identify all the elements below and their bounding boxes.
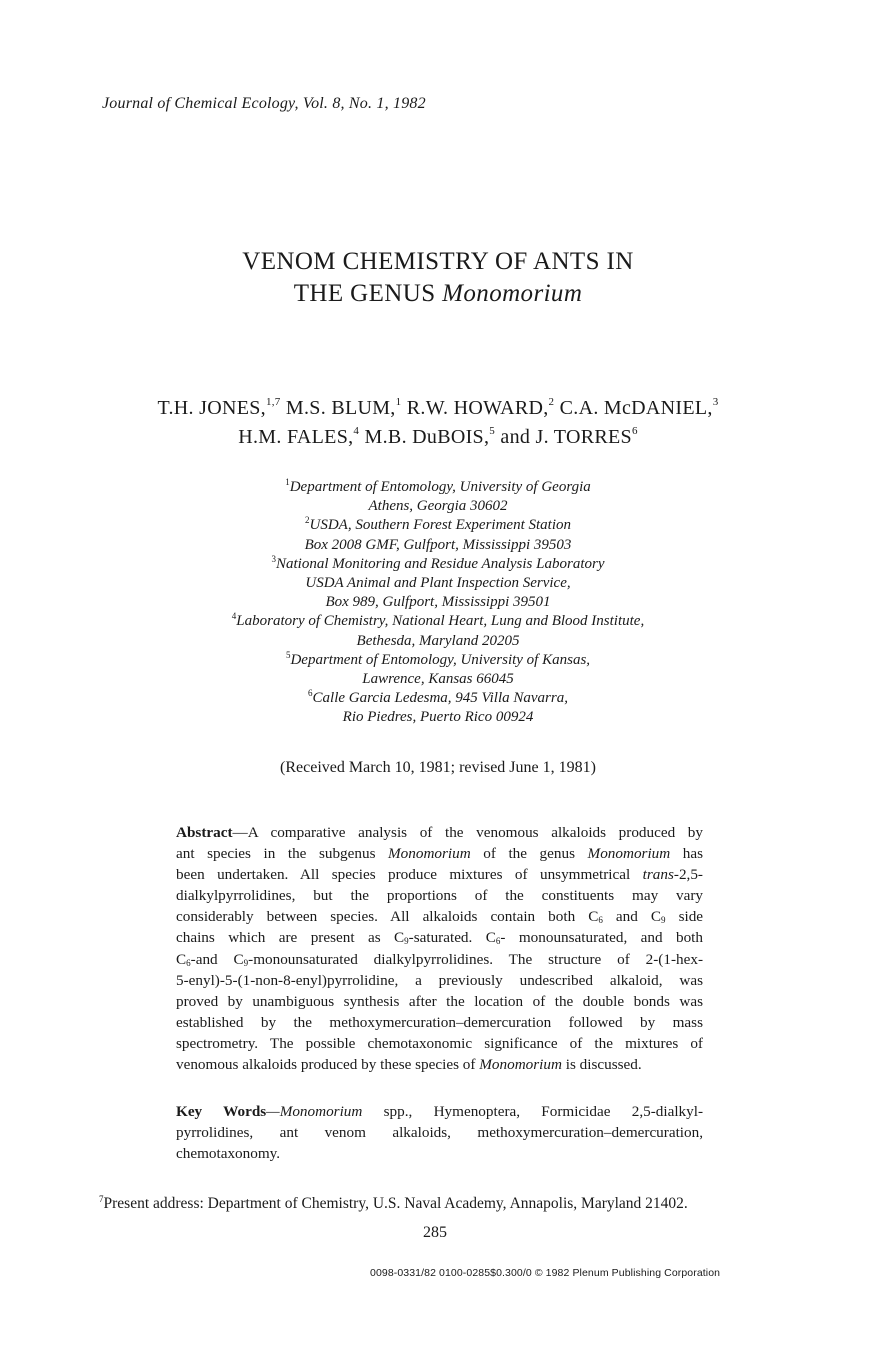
abstract-line: Abstract—A comparative analysis of the venomous alkaloids produced by [176, 824, 703, 841]
author-sup: 3 [712, 396, 719, 408]
affiliation-line: $^5$Department of Entomology, University of Kansas, [285, 649, 591, 668]
keywords-label: Key Words [176, 1103, 267, 1120]
affiliation-line: Bethesda, Maryland 20205 [356, 632, 520, 649]
paper-title [0, 246, 876, 310]
abstract-line: 5-enyl)-5-(1-non-8-enyl)pyrrolidine, a previously undescribed alkaloid, was [176, 971, 703, 989]
abstract-line: ant species in the subgenus Monomorium of the genus Monomorium has [176, 845, 704, 863]
author: C.A. McDANIEL, [559, 397, 713, 419]
abstract-line: considerably between species. All alkaloids contain both $C_6$ and $C_9$ side [176, 908, 704, 926]
author-sup: 4 [353, 425, 360, 437]
author-sup: 6 [631, 425, 638, 437]
affiliation-line: Athens, Georgia 30602 [368, 498, 508, 515]
title-prefix: THE GENUS [293, 280, 436, 307]
abstract-line: venomous alkaloids produced by these species of Monomorium is discussed. [176, 1056, 642, 1074]
author: and J. TORRES [500, 426, 632, 448]
affiliation-line: $^3$National Monitoring and Residue Analysis Laboratory [271, 553, 605, 572]
journal-header: Journal of Chemical Ecology, Vol. 8, No. 1, 1982 [102, 95, 426, 112]
page-number: 285 [423, 1224, 447, 1241]
title-genus: Monomorium [442, 280, 583, 307]
affiliation-line: USDA Animal and Plant Inspection Service, [305, 575, 571, 592]
author-list [0, 394, 876, 452]
author-line-2 [0, 423, 876, 452]
affiliation-line: Box 2008 GMF, Gulfport, Mississippi 39503 [304, 536, 572, 553]
author-sup: 1,7 [265, 396, 281, 408]
abstract [176, 822, 703, 1075]
abstract-line: chains which are present as $C_9$-saturated. $C_6-$ monounsaturated, and both [176, 929, 703, 947]
keywords-line: Key Words—Monomorium spp., Hymenoptera, Formicidae 2,5-dialkyl- [176, 1103, 704, 1120]
affiliation-line: $^2$USDA, Southern Forest Experiment Station [305, 515, 571, 534]
affiliation-line: $^6$Calle Garcia Ledesma, 945 Villa Navarra, [308, 688, 568, 707]
author-sup: 5 [489, 425, 496, 437]
abstract-label: Abstract [176, 824, 233, 841]
author-sup: 1 [395, 396, 402, 408]
title-line-2 [0, 278, 876, 310]
affiliation-line: Rio Piedres, Puerto Rico 00924 [342, 709, 534, 726]
title-line-1: VENOM CHEMISTRY OF ANTS IN [242, 248, 634, 275]
abstract-line: been undertaken. All species produce mixtures of unsymmetrical trans-2,5- [176, 866, 703, 884]
affiliations [0, 478, 876, 728]
abstract-line: dialkylpyrrolidines, but the proportions of the constituents may vary [176, 887, 703, 905]
copyright-line: 0098-0331/82 0100-0285$0.300/0 © 1982 Plenum Publishing Corporation [370, 1267, 721, 1279]
author: M.S. BLUM, [285, 397, 396, 419]
author-line-1 [0, 394, 876, 423]
author-sup: 2 [548, 396, 555, 408]
affiliation-line: $^1$Department of Entomology, University of Georgia [285, 477, 591, 495]
received-dates: (Received March 10, 1981; revised June 1, 1981) [280, 759, 596, 776]
keywords [176, 1101, 703, 1164]
author: T.H. JONES, [157, 397, 266, 419]
affiliation-line: $^4$Laboratory of Chemistry, National Heart, Lung and Blood Institute, [231, 611, 645, 630]
footnote [99, 1195, 688, 1213]
abstract-line: proved by unambiguous synthesis after the location of the double bonds was [176, 992, 703, 1010]
author: R.W. HOWARD, [406, 397, 549, 419]
affiliation-line: Lawrence, Kansas 66045 [362, 671, 514, 688]
affiliation-line: Box 989, Gulfport, Mississippi 39501 [325, 594, 551, 611]
footnote-marker: 7 [99, 1194, 104, 1204]
author: M.B. DuBOIS, [364, 426, 490, 448]
author: H.M. FALES, [238, 426, 354, 448]
keywords-line: pyrrolidines, ant venom alkaloids, methoxymercuration–demercuration, [176, 1124, 703, 1142]
abstract-line: spectrometry. The possible chemotaxonomic significance of the mixtures of [176, 1034, 703, 1052]
keywords-line: chemotaxonomy. [176, 1145, 281, 1163]
footnote-text: Present address: Department of Chemistry, U.S. Naval Academy, Annapolis, Maryland 21402. [103, 1195, 688, 1212]
abstract-line: established by the methoxymercuration–demercuration followed by mass [176, 1013, 703, 1031]
abstract-line: $C_6$-and $C_9$-monounsaturated dialkylpyrrolidines. The structure of 2-(1-hex- [176, 950, 703, 968]
